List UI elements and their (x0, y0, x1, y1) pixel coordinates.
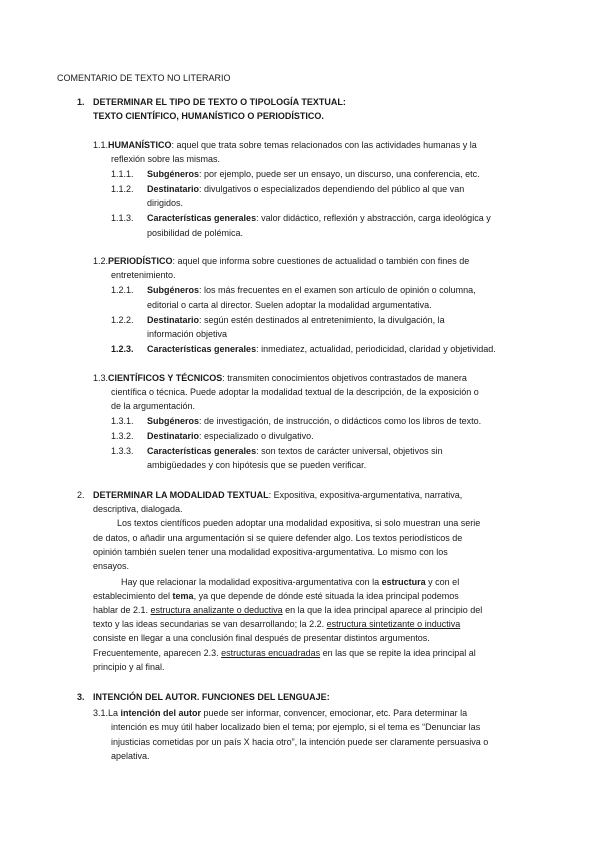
section-2-heading: DETERMINAR LA MODALIDAD TEXTUAL: Expositiva, expositiva-argumentativa, narrativa, (93, 490, 463, 500)
item-1-2-3-number: 1.2.3. (111, 344, 134, 354)
item-1-1-cont: reflexión sobre las mismas. (111, 154, 221, 164)
item-1-2-2-number: 1.2.2. (111, 315, 134, 325)
item-1-1-3-number: 1.1.3. (111, 213, 134, 223)
section-2-par2-l3: hablar de 2.1. estructura analizante o deductiva en la que la idea principal aparece al principio del (93, 605, 483, 615)
item-1-2-1-cont: editorial o carta al director. Suelen adoptar la modalidad argumentativa. (147, 300, 432, 310)
item-1-3-3: Características generales: son textos de carácter universal, objetivos sin (147, 446, 443, 456)
item-1-3-1-number: 1.3.1. (111, 416, 134, 426)
section-2-par1-l4: ensayos. (93, 561, 130, 571)
item-1-3-3-number: 1.3.3. (111, 446, 134, 456)
section-2-par2-l4: texto y las ideas secundarias se van desarrollando; la 2.2. estructura sintetizante o inductiva (93, 619, 461, 629)
section-2-line2: descriptiva, dialogada. (93, 504, 183, 514)
item-1-3-cont-2: de la argumentación. (111, 401, 196, 411)
section-2-par2-l5: consiste en llegar a una conclusión final después de presentar distintos argumentos. (93, 633, 430, 643)
item-3-1-l3: injusticias cometidas por un país X hacia otro”, la intención puede ser claramente persuasiva o (111, 737, 489, 747)
section-3-heading: INTENCIÓN DEL AUTOR. FUNCIONES DEL LENGUAJE: (93, 692, 330, 702)
item-1-1: 1.1.HUMANÍSTICO: aquel que trata sobre temas relacionados con las actividades humanas y la (93, 140, 477, 150)
item-3-1-l4: apelativa. (111, 751, 150, 761)
item-1-3: 1.3.CIENTÍFICOS Y TÉCNICOS: transmiten conocimientos objetivos contrastados de manera (93, 373, 467, 383)
section-2-par2-l7: principio y al final. (93, 662, 165, 672)
item-1-2-2: Destinatario: según estén destinados al entretenimiento, la divulgación, la (147, 315, 445, 325)
item-1-2: 1.2.PERIODÍSTICO: aquel que informa sobre cuestiones de actualidad o también con fines de (93, 256, 470, 266)
item-1-3-2: Destinatario: especializado o divulgativo. (147, 431, 314, 441)
section-2-par1-l1: Los textos científicos pueden adoptar una modalidad expositiva, si solo muestran una serie (117, 518, 481, 528)
section-1-heading: DETERMINAR EL TIPO DE TEXTO O TIPOLOGÍA TEXTUAL: (93, 97, 346, 107)
document-title: COMENTARIO DE TEXTO NO LITERARIO (57, 73, 231, 83)
item-1-1-3: Características generales: valor didáctico, reflexión y abstracción, carga ideológica y (147, 213, 491, 223)
item-1-2-cont: entretenimiento. (111, 270, 176, 280)
item-3-1-l2: intención es muy útil haber localizado bien el tema; por ejemplo, si el tema es “Denunciar las (111, 722, 481, 732)
section-2-par1-l2: de datos, o añadir una argumentación si se quiere defender algo. Los textos periodísticos de (93, 533, 463, 543)
item-1-3-3-cont: ambigüedades y con hipótesis que se pueden verificar. (147, 460, 367, 470)
item-1-1-2-cont: dirigidos. (147, 198, 184, 208)
item-1-3-1: Subgéneros: de investigación, de instrucción, o didácticos como los libros de texto. (147, 416, 482, 426)
section-2-par1-l3: opinión también suelen tener una modalidad expositiva-argumentativa. Lo mismo con los (93, 547, 448, 557)
item-1-3-cont-1: científica o técnica. Puede adoptar la modalidad textual de la descripción, de la exposición o (111, 387, 479, 397)
item-1-2-3: Características generales: inmediatez, actualidad, periodicidad, claridad y objetividad. (147, 344, 496, 354)
item-1-2-1: Subgéneros: los más frecuentes en el examen son artículo de opinión o columna, (147, 285, 476, 295)
item-1-1-2: Destinatario: divulgativos o especializados dependiendo del público al que van (147, 184, 465, 194)
item-1-1-1: Subgéneros: por ejemplo, puede ser un ensayo, un discurso, una conferencia, etc. (147, 169, 480, 179)
section-1-number: 1. (77, 97, 85, 107)
item-1-1-3-cont: posibilidad de polémica. (147, 228, 244, 238)
section-2-par2-l1: Hay que relacionar la modalidad expositiva-argumentativa con la estructura y con el (121, 577, 460, 587)
section-2-number: 2. (77, 490, 85, 500)
item-3-1: 3.1.La intención del autor puede ser informar, convencer, emocionar, etc. Para determinar la (93, 708, 468, 718)
section-2-par2-l6: Frecuentemente, aparecen 2.3. estructuras encuadradas en las que se repite la idea principal al (93, 648, 476, 658)
item-1-3-2-number: 1.3.2. (111, 431, 134, 441)
section-3-number: 3. (77, 692, 85, 702)
section-1-subheading: TEXTO CIENTÍFICO, HUMANÍSTICO O PERIODÍSTICO. (93, 111, 324, 121)
item-1-1-1-number: 1.1.1. (111, 169, 134, 179)
item-1-1-2-number: 1.1.2. (111, 184, 134, 194)
section-2-par2-l2: establecimiento del tema, ya que depende de dónde esté situada la idea principal podemos (93, 591, 459, 601)
item-1-2-2-cont: información objetiva (147, 329, 228, 339)
item-1-2-1-number: 1.2.1. (111, 285, 134, 295)
